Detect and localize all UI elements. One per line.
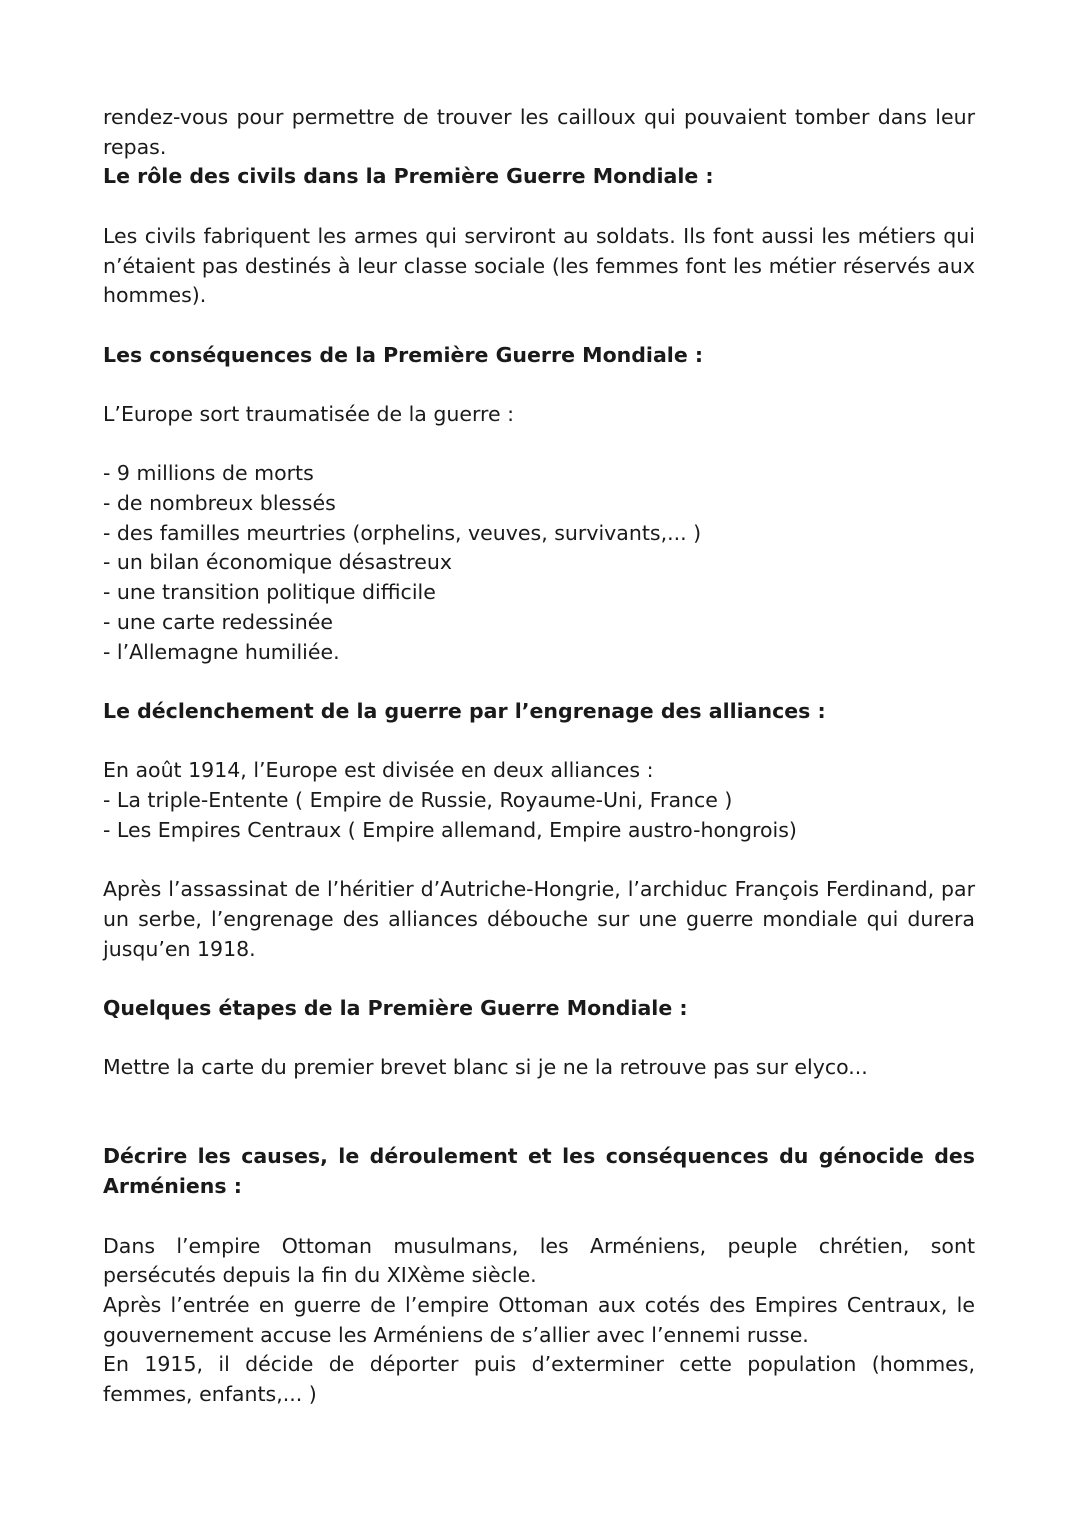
list-item: - l’Allemagne humiliée. [103, 638, 975, 668]
intro-paragraph: rendez-vous pour permettre de trouver les cailloux qui pouvaient tomber dans leur repas. [103, 105, 975, 159]
list-item: - une transition politique difficile [103, 578, 975, 608]
spacer [103, 430, 975, 460]
genocide-paragraph-1: Dans l’empire Ottoman musulmans, les Arméniens, peuple chrétien, sont persécutés depuis la fin du XIXème siècle. [103, 1233, 975, 1288]
genocide-paragraph-3: En 1915, il décide de déporter puis d’exterminer cette population (hommes, femmes, enfants,... ) [103, 1352, 975, 1407]
spacer [103, 727, 975, 757]
list-item: - La triple-Entente ( Empire de Russie, Royaume-Uni, France ) [103, 786, 975, 816]
list-item: - un bilan économique désastreux [103, 548, 975, 578]
document-content [103, 103, 975, 1410]
list-item: - Les Empires Centraux ( Empire allemand, Empire austro-hongrois) [103, 816, 975, 846]
spacer [103, 192, 975, 222]
consequences-intro: L’Europe sort traumatisée de la guerre : [103, 401, 515, 426]
declenchement-paragraph: Après l’assassinat de l’héritier d’Autriche-Hongrie, l’archiduc François Ferdinand, par un serbe, l’engrenage des alliances débouche sur une guerre mondiale qui durera jusqu’en 1918. [103, 877, 975, 961]
declenchement-intro: En août 1914, l’Europe est divisée en deux alliances : [103, 758, 654, 783]
alliances-list [103, 786, 975, 845]
heading-declenchement: Le déclenchement de la guerre par l’engrenage des alliances : [103, 698, 826, 723]
list-item: - de nombreux blessés [103, 489, 975, 519]
heading-consequences: Les conséquences de la Première Guerre Mondiale : [103, 342, 704, 367]
list-item: - une carte redessinée [103, 608, 975, 638]
civils-paragraph: Les civils fabriquent les armes qui serviront au soldats. Ils font aussi les métiers qui n’étaient pas destinés à leur classe sociale (les femmes font les métier réservés aux hommes). [103, 223, 975, 308]
spacer [103, 370, 975, 400]
spacer [103, 1083, 975, 1142]
spacer [103, 311, 975, 341]
etapes-paragraph: Mettre la carte du premier brevet blanc si je ne la retrouve pas sur elyco... [103, 1055, 868, 1080]
consequences-list [103, 459, 975, 667]
spacer [103, 845, 975, 875]
spacer [103, 667, 975, 697]
list-item: - 9 millions de morts [103, 459, 975, 489]
heading-civils: Le rôle des civils dans la Première Guerre Mondiale : [103, 164, 714, 189]
heading-genocide: Décrire les causes, le déroulement et les conséquences du génocide des Arméniens : [103, 1144, 975, 1199]
spacer [103, 1024, 975, 1054]
genocide-paragraph-2: Après l’entrée en guerre de l’empire Ottoman aux cotés des Empires Centraux, le gouvernement accuse les Arméniens de s’allier avec l’ennemi russe. [103, 1292, 975, 1347]
spacer [103, 1202, 975, 1232]
heading-etapes: Quelques étapes de la Première Guerre Mondiale : [103, 995, 688, 1020]
spacer [103, 964, 975, 994]
list-item: - des familles meurtries (orphelins, veuves, survivants,... ) [103, 519, 975, 549]
